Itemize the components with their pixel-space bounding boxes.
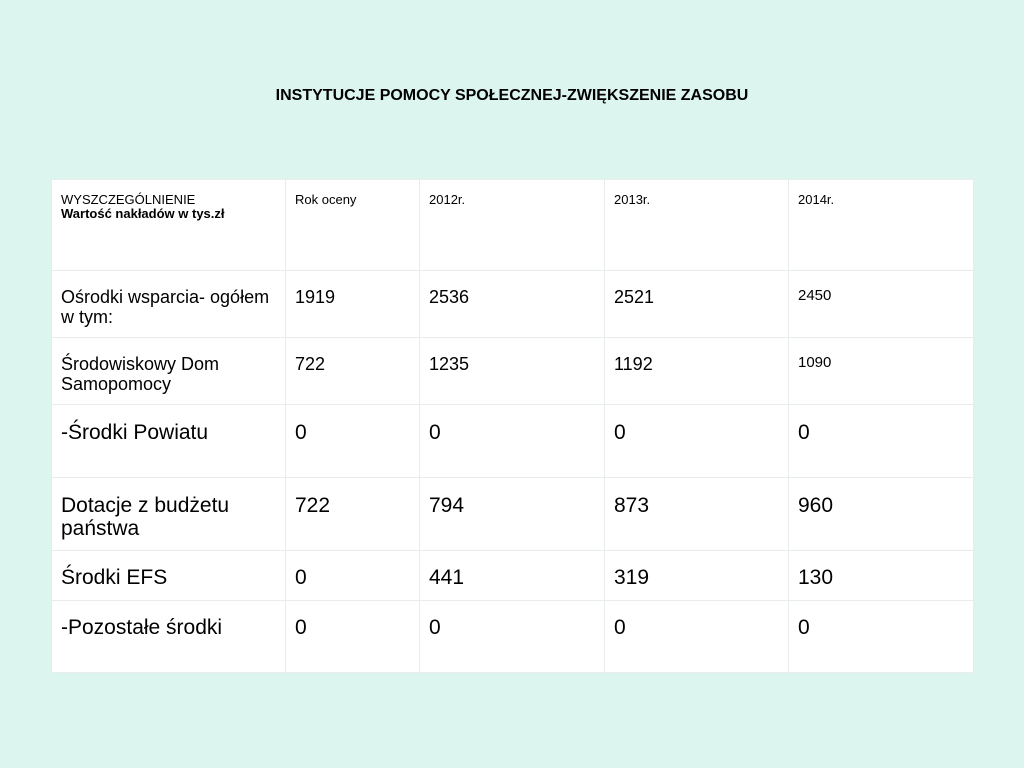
row-label: Środowiskowy Dom Samopomocy [52, 338, 286, 405]
cell-value: 722 [286, 338, 420, 405]
row-label: -Środki Powiatu [52, 405, 286, 478]
table-row [52, 478, 974, 551]
cell-value: 319 [605, 551, 789, 601]
cell-value: 1192 [605, 338, 789, 405]
header-cell-2012: 2012r. [420, 180, 605, 271]
table-row [52, 601, 974, 673]
cell-value: 794 [420, 478, 605, 551]
cell-value: 1090 [789, 338, 974, 405]
cell-value: 1235 [420, 338, 605, 405]
table-row [52, 551, 974, 601]
table-row [52, 338, 974, 405]
cell-value: 0 [789, 405, 974, 478]
row-label: -Pozostałe środki [52, 601, 286, 673]
header-subtitle: Wartość nakładów w tys.zł [61, 206, 225, 221]
cell-value: 0 [605, 601, 789, 673]
row-label: Środki EFS [52, 551, 286, 601]
cell-value: 2450 [789, 271, 974, 338]
row-label: Ośrodki wsparcia- ogółem w tym: [52, 271, 286, 338]
cell-value: 873 [605, 478, 789, 551]
cell-value: 0 [420, 405, 605, 478]
table-row [52, 271, 974, 338]
table-row [52, 405, 974, 478]
cell-value: 130 [789, 551, 974, 601]
cell-value: 722 [286, 478, 420, 551]
cell-value: 1919 [286, 271, 420, 338]
table-header-row [52, 180, 974, 271]
cell-value: 0 [789, 601, 974, 673]
header-cell-description [52, 180, 286, 271]
cell-value: 0 [286, 551, 420, 601]
header-title: WYSZCZEGÓLNIENIE [61, 192, 196, 207]
header-cell-rok-oceny: Rok oceny [286, 180, 420, 271]
cell-value: 0 [605, 405, 789, 478]
cell-value: 2536 [420, 271, 605, 338]
cell-value: 0 [420, 601, 605, 673]
cell-value: 441 [420, 551, 605, 601]
header-cell-2014: 2014r. [789, 180, 974, 271]
header-cell-2013: 2013r. [605, 180, 789, 271]
cell-value: 0 [286, 405, 420, 478]
row-label: Dotacje z budżetu państwa [52, 478, 286, 551]
cell-value: 0 [286, 601, 420, 673]
cell-value: 2521 [605, 271, 789, 338]
data-table [51, 179, 974, 673]
slide-title: INSTYTUCJE POMOCY SPOŁECZNEJ-ZWIĘKSZENIE ZASOBU [275, 87, 749, 104]
cell-value: 960 [789, 478, 974, 551]
